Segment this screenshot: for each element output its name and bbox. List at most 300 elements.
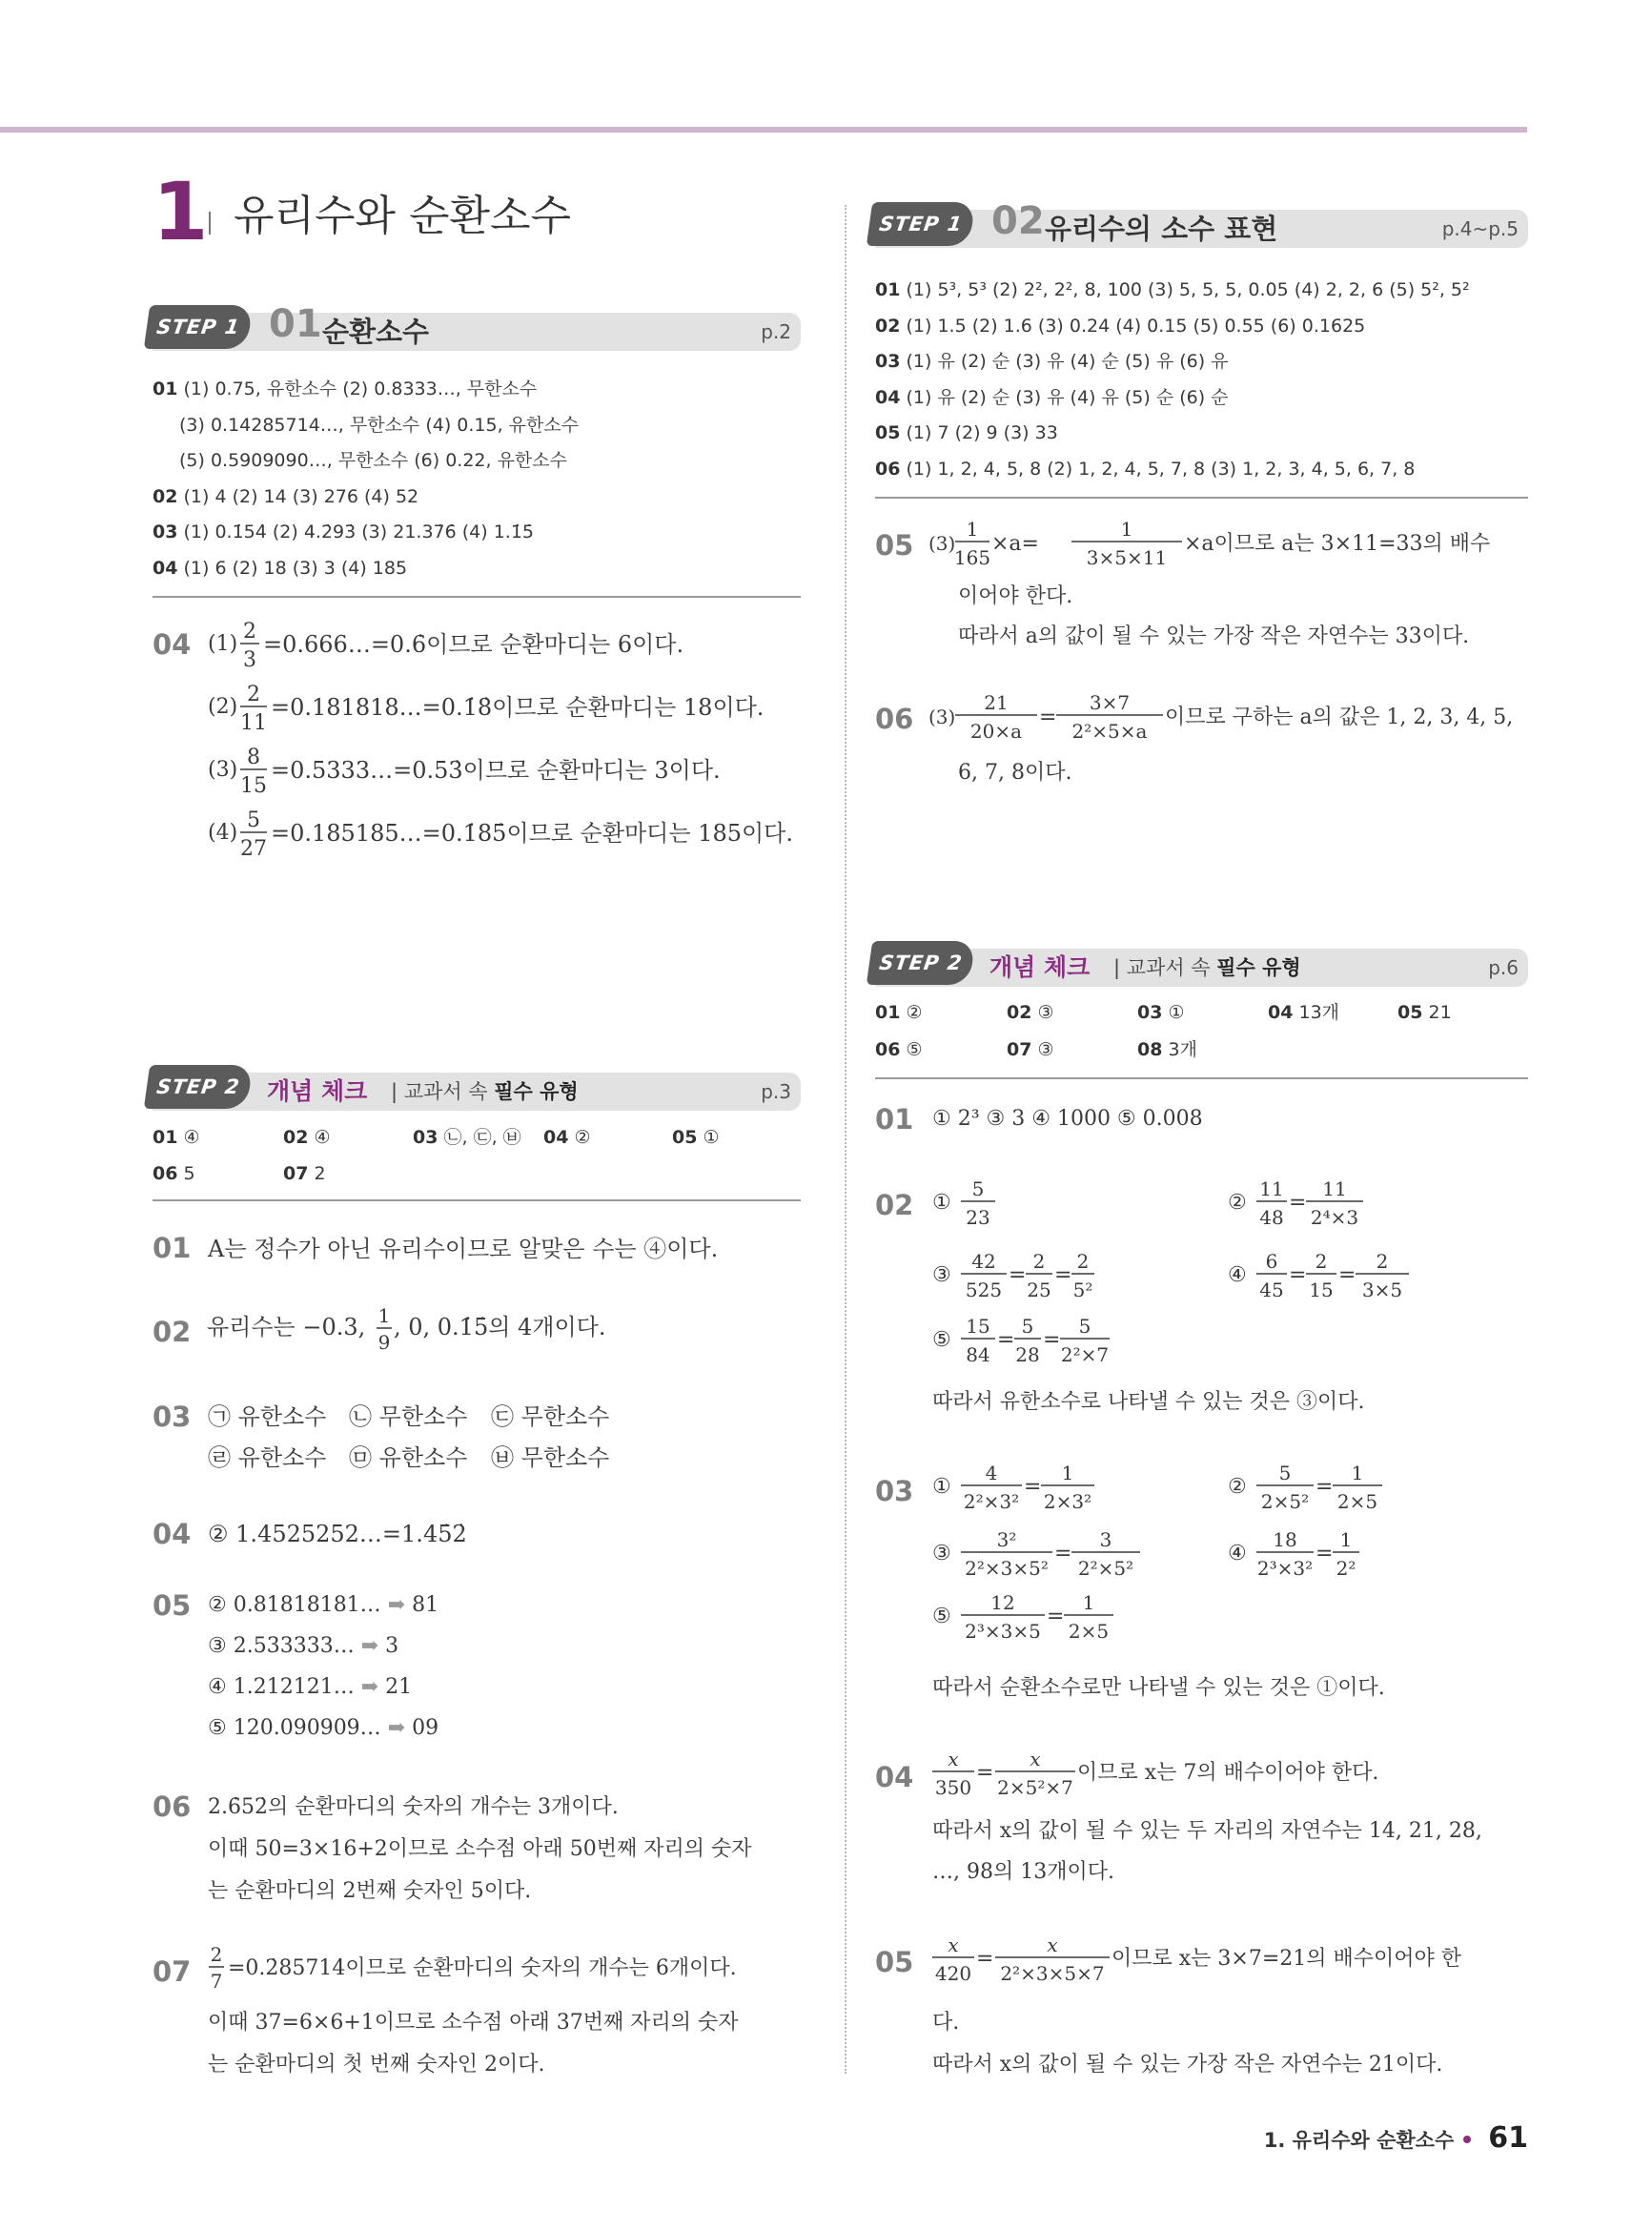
q04-expression [927,1745,1537,1804]
frac-den: 2⁴×3 [1310,1206,1359,1229]
step1-header-02 [875,199,1528,248]
frac-den: 2²×5×a [1071,720,1148,743]
frac-den: 84 [966,1343,990,1366]
column-divider [845,205,846,2074]
q04-fractions [200,615,810,863]
question-number: 02 [153,1316,192,1348]
answer-text: (1) 1.5 (2) 1.6 (3) 0.24 (4) 0.15 (5) 0.55 (6) 0.1625 [906,316,1366,337]
frac-den: 23 [966,1206,990,1229]
frac-num: x [948,1748,959,1770]
decimal: ② 0.81818181… [208,1593,381,1617]
explanation-line: 따라서 x의 값이 될 수 있는 가장 작은 자연수는 21이다. [932,2053,1443,2077]
repeating-part: 09 [412,1716,439,1740]
separator [153,1199,801,1201]
answer-value: ③ [1037,1039,1054,1060]
item-text: =0.185185…=0.1̇85̇이므로 순환마디는 185이다. [271,820,793,847]
repeating-part: 21 [385,1675,413,1699]
frac-den: 3×5×11 [1086,546,1168,569]
q04-item-4 [208,808,793,861]
frac-num: 2 [243,620,256,644]
answer-number: 05 [875,422,901,443]
answer-number: 08 [1137,1039,1163,1060]
frac-den: 2² [1336,1557,1356,1580]
section-title: 개념 체크 [989,953,1091,981]
expr-post: 이므로 x는 3×7=21의 배수이어야 한 [1112,1947,1462,1971]
explanation-line: …, 98의 13개이다. [932,1860,1114,1884]
answer-line [875,317,1365,336]
grid-cell [1137,1004,1185,1022]
q02-item-1 [932,1177,995,1229]
equals: = [1315,1475,1334,1499]
expr-mid: ×a= [991,532,1039,556]
choice-item: ㉣ 유한소수 [208,1444,327,1471]
answer-number: 07 [283,1163,309,1184]
equals: = [1039,706,1057,729]
section-number: 01 [269,302,322,346]
explanation-line: 이때 37=6×6+1이므로 소수점 아래 37번째 자리의 숫자 [208,2011,739,2035]
q02-item-4 [1228,1250,1409,1301]
answer-number: 04 [543,1127,569,1148]
answer-number: 05 [672,1127,698,1148]
grid-cell [875,1041,923,1059]
frac-num: 1 [1339,1528,1353,1551]
frac-num: 2 [1376,1250,1389,1273]
equals: = [1289,1263,1307,1287]
frac-num: 12 [990,1591,1015,1614]
frac-den: 7 [210,1970,223,1993]
footer-chapter: 1. 유리수와 순환소수 [1263,2129,1455,2152]
equals: = [1338,1263,1356,1287]
decimal: ③ 2.533333… [208,1634,355,1658]
grid-cell [1397,1004,1452,1022]
frac-num: 2 [247,683,260,706]
item-label: ⑤ [932,1328,951,1352]
frac-num: 42 [971,1250,996,1273]
arrow-icon: ➡ [387,1593,406,1617]
frac-den: 420 [934,1962,972,1985]
q04-item-2 [208,683,764,735]
frac-num: 5 [971,1177,985,1200]
expr-post: , 0, 0.1̇5̇의 4개이다. [394,1314,606,1340]
equals: = [1024,1475,1042,1499]
grid-cell [1007,1004,1054,1022]
explanation-line: 2.6̇52̇의 순환마디의 숫자의 개수는 3개이다. [208,1795,619,1819]
frac-den: 2×5² [1260,1490,1310,1513]
frac-den: 2²×3×5×7 [1000,1962,1105,1985]
answer-value: ㉡, ㉢, ㉥ [443,1127,521,1148]
answer-value: ② [574,1127,591,1148]
item-label: ① [932,1475,951,1499]
separator [153,596,801,598]
answer-line [875,460,1415,479]
answer-line [875,281,1470,299]
grid-cell [672,1129,720,1147]
frac-num: 3² [996,1528,1017,1551]
frac-num: 1 [377,1304,391,1327]
decimal: ④ 1.212121… [208,1675,355,1699]
item-label: (1) [208,632,238,656]
grid-cell [1007,1041,1054,1059]
step-badge: STEP 1 [867,202,975,246]
frac-den: 2×5²×7 [997,1776,1073,1799]
item-label: ④ [1228,1542,1247,1565]
subtitle-bold: 필수 유형 [494,1080,579,1103]
choice-item: ㉥ 무한소수 [491,1444,610,1471]
answer-value: 21 [1428,1002,1452,1023]
question-number: 04 [153,1518,192,1550]
expr-post: ×a이므로 a는 3×11=33의 배수 [1184,532,1491,556]
q02-item-2 [1228,1177,1363,1229]
explanation-line: 다. [932,2011,960,2035]
frac-den: 5² [1072,1279,1093,1301]
explanation-text: ② 1.4525252…=1.45̇2̇ [208,1521,467,1547]
arrow-icon: ➡ [360,1675,379,1699]
frac-den: 2×3² [1043,1490,1092,1513]
answer-number: 03 [413,1127,438,1148]
frac-den: 2×5 [1336,1490,1378,1513]
q02-item-3 [932,1250,1094,1301]
frac-den: 2²×5² [1077,1557,1134,1580]
q05-line [208,1636,398,1657]
answer-text: (1) 0.75, 유한소수 (2) 0.8333…, 무한소수 [183,378,538,399]
answer-line [179,417,579,435]
step-badge: STEP 1 [144,305,253,349]
q02-fractions [927,1175,1537,1422]
choice-item: ㉡ 무한소수 [349,1403,468,1430]
answer-number: 04 [1268,1002,1294,1023]
item-text: =0.181818…=0.1̇8̇이므로 순환마디는 18이다. [271,694,765,721]
q05-line [208,1677,412,1698]
answer-number: 01 [153,378,178,399]
answer-value: ① [1168,1002,1185,1023]
answer-value: ⑤ [906,1039,923,1060]
frac-num: x [948,1933,959,1956]
frac-num: 4 [985,1462,998,1484]
step1-header-01 [153,302,801,351]
frac-den: 25 [1027,1279,1051,1301]
frac-num: 5 [1021,1315,1034,1338]
question-number: 07 [153,1955,192,1988]
equals: = [976,1947,994,1971]
item-label: (3) [208,758,238,782]
answer-text: (5) 0.5909090…, 무한소수 (6) 0.22, 유한소수 [179,450,567,471]
section-title: 순환소수 [322,316,430,348]
separator [875,1077,1528,1079]
grid-cell [1268,1004,1339,1022]
expr-text: =0.2̇85714̇이므로 순환마디의 숫자의 개수는 6개이다. [228,1956,737,1980]
question-number: 06 [875,703,914,735]
conclusion-text: 따라서 순환소수로만 나타낼 수 있는 것은 ①이다. [932,1676,1385,1700]
grid-cell [875,1004,923,1022]
equals: = [1315,1542,1334,1565]
equals: = [997,1328,1015,1352]
item-text: =0.666…=0.6̇이므로 순환마디는 6이다. [263,631,684,658]
item-label: (3) [928,532,956,555]
answer-number: 06 [875,459,901,480]
q04-item-1 [208,620,683,672]
frac-num: 11 [1259,1177,1284,1200]
answer-value: ① [703,1127,720,1148]
q05-line [208,1718,438,1739]
item-label: (4) [208,821,238,845]
answer-value: ④ [314,1127,331,1148]
answer-number: 03 [153,522,178,542]
question-number: 01 [875,1103,914,1135]
step2-header-left [153,1073,801,1111]
frac-den: 11 [240,711,267,735]
q03-fractions [927,1459,1537,1668]
answer-text: (1) 유 (2) 순 (3) 유 (4) 유 (5) 순 (6) 순 [906,387,1229,408]
section-title: 유리수의 소수 표현 [1045,213,1278,245]
equals: = [1047,1605,1065,1628]
q06-expression [927,688,1537,747]
q05b-expression [927,1931,1537,1990]
answer-text: (1) 0.1̇54̇ (2) 4.2̇93̇ (3) 21.37̇6̇ (4) 1.1̇5̇ [183,522,535,542]
page-footer [1264,2121,1528,2155]
subtitle-text: 교과서 속 [403,1080,495,1103]
frac-den: 525 [965,1279,1003,1301]
frac-num: 3 [1099,1528,1112,1551]
subtitle-text: 교과서 속 [1126,956,1217,979]
section-number: 02 [991,199,1045,243]
answer-number: 02 [153,486,178,507]
answer-number: 07 [1007,1039,1032,1060]
answer-text: (1) 7 (2) 9 (3) 33 [906,422,1058,443]
answer-text: (1) 1, 2, 4, 5, 8 (2) 1, 2, 4, 5, 7, 8 (3) 1, 2, 3, 4, 5, 6, 7, 8 [906,459,1416,480]
frac-den: 2³×3×5 [965,1620,1041,1643]
q03-item-3 [932,1528,1140,1580]
chapter-number: 1 [153,165,209,258]
frac-num: 18 [1273,1528,1297,1551]
equals: = [1054,1263,1072,1287]
explanation-line: 따라서 x의 값이 될 수 있는 두 자리의 자연수는 14, 21, 28, [932,1819,1482,1843]
frac-den: 27 [240,837,267,861]
question-number: 05 [875,529,914,562]
item-label: ④ [1228,1263,1247,1287]
expr-pre: 유리수는 −0.3, [207,1314,366,1340]
frac-den: 45 [1259,1279,1284,1301]
answer-text: (3) 0.14285714…, 무한소수 (4) 0.15, 유한소수 [179,415,580,436]
section-subtitle: | 교과서 속 필수 유형 [391,1080,579,1103]
grid-cell [153,1165,195,1183]
equals: = [1043,1328,1061,1352]
answer-number: 04 [153,558,178,579]
item-label: (2) [208,695,238,719]
explanation-line: 는 순환마디의 2번째 숫자인 5이다. [208,1879,532,1903]
step-badge: STEP 2 [867,941,975,985]
frac-num: 15 [966,1315,990,1338]
repeating-part: 81 [412,1593,439,1617]
q07-expression [205,1940,815,1997]
frac-num: 3×7 [1089,691,1131,714]
frac-num: 1 [1061,1462,1074,1484]
page-ref: p.2 [761,320,791,343]
frac-den: 28 [1015,1343,1040,1366]
equals: = [976,1761,994,1785]
answer-value: 5 [183,1163,195,1184]
arrow-icon: ➡ [360,1634,379,1658]
item-label: ① [932,1191,951,1215]
answer-value: ② [906,1002,923,1023]
answer-value: ④ [183,1127,200,1148]
q03-item-1 [932,1462,1094,1513]
q02-item-5 [932,1315,1110,1366]
expr-post: 이므로 구하는 a의 값은 1, 2, 3, 4, 5, [1165,706,1514,729]
answer-text: (1) 5³, 5³ (2) 2², 2², 8, 100 (3) 5, 5, 5, 0.05 (4) 2, 2, 6 (5) 5², 5² [906,279,1470,300]
choice-item: ㉢ 무한소수 [491,1403,610,1430]
question-number: 05 [153,1589,192,1622]
frac-num: 1 [1082,1591,1095,1614]
separator [875,497,1528,499]
chapter-title: 유리수와 순환소수 [234,192,572,240]
explanation-line: 이때 50=3×16+2이므로 소수점 아래 50번째 자리의 숫자 [208,1837,752,1861]
question-number: 04 [153,628,192,661]
grid-cell [283,1129,331,1147]
question-number: 04 [875,1761,914,1793]
repeating-part: 3 [385,1634,399,1658]
question-number: 01 [153,1232,192,1264]
page-ref: p.3 [761,1080,791,1103]
step2-header-right [875,949,1528,987]
answer-value: 3개 [1168,1039,1197,1060]
q04-item-3 [208,746,721,798]
frac-num: 5 [1078,1315,1091,1338]
section-subtitle: | 교과서 속 필수 유형 [1113,956,1301,979]
page-ref: p.4~p.5 [1441,217,1519,240]
explanation-line: 따라서 a의 값이 될 수 있는 가장 작은 자연수는 33이다. [958,624,1470,648]
frac-den: 350 [934,1776,972,1799]
answer-line [153,380,537,399]
answer-number: 03 [1137,1002,1163,1023]
answer-line [179,452,567,470]
answer-value: ③ [1037,1002,1054,1023]
explanation-line: 6, 7, 8이다. [958,761,1072,785]
answer-number: 03 [875,351,901,372]
frac-num: 2 [1032,1250,1046,1273]
explanation-text: A는 정수가 아닌 유리수이므로 알맞은 수는 ④이다. [208,1236,719,1262]
answer-line [153,488,418,506]
answer-line [875,424,1058,442]
answer-number: 06 [153,1163,178,1184]
conclusion-text: 따라서 유한소수로 나타낼 수 있는 것은 ③이다. [932,1390,1365,1414]
frac-den: 2²×7 [1060,1343,1110,1366]
item-label: (3) [928,706,956,728]
answer-line [153,560,407,578]
frac-num: 2 [1315,1250,1328,1273]
item-label: ② [1228,1191,1247,1215]
decimal: ⑤ 120.090909… [208,1716,381,1740]
frac-den: 2×5 [1068,1620,1110,1643]
item-label: ③ [932,1542,951,1565]
equals: = [1289,1191,1307,1215]
item-text: =0.5333…=0.53̇이므로 순환마디는 3이다. [271,757,721,784]
answer-line [875,353,1229,371]
answer-number: 01 [875,279,901,300]
equals: = [1054,1542,1072,1565]
grid-cell [413,1129,521,1147]
frac-num: 2 [210,1943,223,1966]
choice-item: ㉠ 유한소수 [208,1403,327,1430]
frac-num: 1 [1351,1462,1364,1484]
frac-den: 48 [1259,1206,1284,1229]
q03-item-4 [1228,1528,1359,1580]
answer-number: 04 [875,387,901,408]
frac-den: 165 [953,546,991,569]
answer-number: 02 [283,1127,309,1148]
frac-num: 11 [1322,1177,1347,1200]
frac-den: 9 [377,1331,391,1354]
answer-value: 13개 [1298,1002,1340,1023]
answer-text: (1) 6 (2) 18 (3) 3 (4) 185 [183,558,408,579]
frac-num: 6 [1265,1250,1278,1273]
frac-num: 21 [984,691,1009,714]
answer-value: 2 [314,1163,326,1184]
explanation-text: ① 2³ ③ 3 ④ 1000 ⑤ 0.008 [932,1107,1203,1131]
answer-number: 02 [1007,1002,1032,1023]
item-label: ③ [932,1263,951,1287]
question-number: 02 [875,1189,914,1221]
item-label: ② [1228,1475,1247,1499]
choice-item: ㉤ 유한소수 [349,1444,468,1471]
frac-den: 2²×3² [963,1490,1020,1513]
grid-cell [543,1129,591,1147]
answer-line [153,523,534,542]
top-rule [0,127,1527,133]
equals: = [1009,1263,1027,1287]
frac-den: 3×5 [1361,1279,1403,1301]
frac-den: 15 [240,774,267,798]
answer-text: (1) 4 (2) 14 (3) 276 (4) 52 [183,486,419,507]
frac-den: 20×a [969,720,1023,743]
explanation-line: 이어야 한다. [958,584,1073,608]
answer-number: 01 [875,1002,901,1023]
answer-line [875,389,1229,407]
q05-expression [927,515,1537,574]
question-number: 06 [153,1790,192,1823]
frac-num: x [1030,1748,1041,1770]
arrow-icon: ➡ [387,1716,406,1740]
subtitle-bold: 필수 유형 [1216,956,1301,979]
q02-expression [205,1301,701,1359]
question-number: 05 [875,1946,914,1978]
item-label: ⑤ [932,1605,951,1628]
q05-line [208,1595,438,1616]
frac-den: 2²×3×5² [965,1557,1049,1580]
answer-number: 05 [1397,1002,1423,1023]
grid-cell [283,1165,326,1183]
frac-num: 1 [1120,518,1133,541]
frac-den: 2³×3² [1256,1557,1314,1580]
frac-num: 8 [247,746,260,769]
bullet-icon [1463,2136,1471,2143]
explanation-line: 는 순환마디의 첫 번째 숫자인 2이다. [208,2053,545,2077]
frac-num: 1 [966,518,979,541]
grid-cell [1137,1041,1197,1059]
step-badge: STEP 2 [144,1065,253,1109]
q03-item-5 [932,1591,1113,1643]
frac-den: 3 [243,648,256,672]
frac-num: x [1047,1933,1058,1956]
question-number: 03 [875,1475,914,1507]
grid-cell [153,1129,200,1147]
q03-item-2 [1228,1462,1382,1513]
answer-text: (1) 유 (2) 순 (3) 유 (4) 순 (5) 유 (6) 유 [906,351,1229,372]
question-number: 03 [153,1401,192,1433]
page-number: 61 [1488,2121,1528,2155]
chapter-bar [209,212,211,235]
expr-post: 이므로 x는 7의 배수이어야 한다. [1077,1761,1379,1785]
frac-num: 5 [1278,1462,1292,1484]
